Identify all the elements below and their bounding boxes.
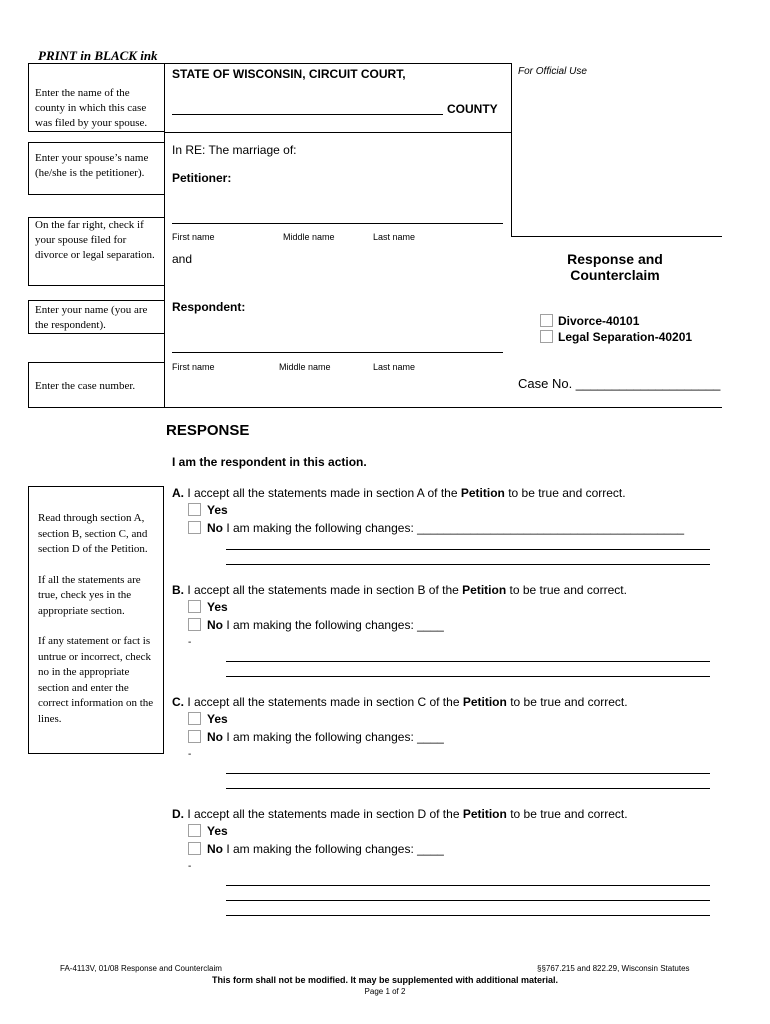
legal-separation-checkbox[interactable] [540, 330, 553, 343]
official-use-bottom-rule [511, 236, 722, 237]
section-d-no-text: I am making the following changes: ____ [226, 842, 444, 856]
section-a-petition: Petition [460, 486, 505, 500]
spouse-help-box [28, 142, 165, 195]
section-c-no-word: No [207, 730, 223, 744]
section-d-change-line-2[interactable] [226, 900, 710, 901]
petitioner-label: Petitioner: [172, 171, 232, 185]
section-d-petition: Petition [462, 807, 507, 821]
official-use-label: For Official Use [518, 66, 587, 77]
petitioner-name-line[interactable] [172, 223, 503, 224]
section-b-petition: Petition [462, 583, 507, 597]
county-input-line[interactable] [172, 114, 443, 115]
section-a-text-end: to be true and correct. [508, 486, 626, 500]
petitioner-last-name-label: Last name [373, 232, 416, 242]
section-a-text: I accept all the statements made in section A of the [187, 486, 458, 500]
section-b-no-text: I am making the following changes: ____ [226, 618, 444, 632]
respondent-help-text: Enter your name (you are the respondent). [35, 304, 148, 331]
respondent-label: Respondent: [172, 300, 246, 314]
section-b-text-end: to be true and correct. [509, 583, 627, 597]
print-instruction: PRINT in BLACK ink [38, 48, 158, 63]
section-a-yes-label: Yes [207, 503, 228, 517]
respondent-last-name-label: Last name [373, 362, 416, 372]
section-c-change-line-2[interactable] [226, 788, 710, 789]
official-use-divider [511, 63, 512, 236]
section-d-letter: D. [172, 807, 184, 821]
divorce-checkbox[interactable] [540, 314, 553, 327]
response-help-true: If all the statements are true, check yes in the appropriate section. [38, 573, 141, 617]
case-help-text: Enter the case number. [35, 380, 136, 392]
section-c-no-label [207, 730, 444, 744]
section-c-letter: C. [172, 695, 184, 709]
form-title [540, 251, 690, 283]
spouse-help-text: Enter your spouse’s name (he/she is the petitioner). [35, 152, 149, 179]
section-a-no-word: No [207, 521, 223, 535]
section-d-change-line-3[interactable] [226, 915, 710, 916]
court-title: STATE OF WISCONSIN, CIRCUIT COURT, [172, 67, 406, 81]
section-d-yes-checkbox[interactable] [188, 824, 201, 837]
response-help-untrue: If any statement or fact is untrue or incorrect, check no in the appropriate section and enter the correct information on the lines. [38, 635, 154, 725]
section-b-no-label [207, 618, 444, 632]
county-help-text: Enter the name of the county in which this case was filed by your spouse. [35, 87, 148, 129]
section-a-statement [172, 486, 626, 500]
section-d-yes-label: Yes [207, 824, 228, 838]
in-re-label: In RE: The marriage of: [172, 143, 297, 157]
case-number-field[interactable]: Case No. ____________________ [518, 376, 721, 391]
county-label: COUNTY [447, 102, 498, 116]
section-c-yes-label: Yes [207, 712, 228, 726]
section-b-no-word: No [207, 618, 223, 632]
section-b-statement [172, 583, 627, 597]
section-c-no-checkbox[interactable] [188, 730, 201, 743]
section-a-change-line-1[interactable] [226, 549, 710, 550]
section-c-change-line-1[interactable] [226, 773, 710, 774]
section-b-change-line-1[interactable] [226, 661, 710, 662]
section-c-statement [172, 695, 628, 709]
divorce-option-label: Divorce-40101 [558, 314, 640, 328]
section-c-petition: Petition [462, 695, 507, 709]
section-b-yes-label: Yes [207, 600, 228, 614]
section-a-no-text: I am making the following changes: ________________________________________ [226, 521, 685, 535]
section-a-no-checkbox[interactable] [188, 521, 201, 534]
section-d-statement [172, 807, 628, 821]
filing-help-text: On the far right, check if your spouse filed for divorce or legal separation. [35, 219, 155, 261]
section-d-no-label [207, 842, 444, 856]
respondent-statement: I am the respondent in this action. [172, 455, 367, 469]
case-help-box [28, 362, 165, 408]
section-b-change-line-2[interactable] [226, 676, 710, 677]
section-a-letter: A. [172, 486, 184, 500]
section-c-yes-checkbox[interactable] [188, 712, 201, 725]
county-section-rule [164, 132, 511, 133]
section-d-change-line-1[interactable] [226, 885, 710, 886]
petitioner-middle-name-label: Middle name [283, 232, 335, 242]
respondent-help-box [28, 300, 165, 334]
response-heading: RESPONSE [166, 422, 250, 439]
section-b-dash: - [188, 637, 192, 648]
footer-notice: This form shall not be modified. It may be supplemented with additional material. [211, 975, 559, 985]
footer-statutes: §§767.215 and 822.29, Wisconsin Statutes [537, 964, 690, 973]
response-help-box [28, 486, 164, 754]
section-c-dash: - [188, 749, 192, 760]
section-b-letter: B. [172, 583, 184, 597]
section-a-yes-checkbox[interactable] [188, 503, 201, 516]
section-d-no-checkbox[interactable] [188, 842, 201, 855]
form-title-line-1: Response and [567, 251, 663, 267]
section-c-no-text: I am making the following changes: ____ [226, 730, 444, 744]
section-c-text-end: to be true and correct. [510, 695, 628, 709]
section-b-yes-checkbox[interactable] [188, 600, 201, 613]
county-help-box [28, 63, 165, 132]
section-d-dash: - [188, 861, 192, 872]
footer-form-id: FA-4113V, 01/08 Response and Counterclaim [60, 964, 222, 973]
and-label: and [172, 252, 193, 266]
section-b-no-checkbox[interactable] [188, 618, 201, 631]
section-b-text: I accept all the statements made in section B of the [187, 583, 459, 597]
section-d-text-end: to be true and correct. [510, 807, 628, 821]
form-title-line-2: Counterclaim [570, 267, 660, 283]
filing-help-box [28, 217, 165, 286]
footer-page-number: Page 1 of 2 [364, 987, 406, 996]
section-d-no-word: No [207, 842, 223, 856]
petitioner-first-name-label: First name [172, 232, 215, 242]
section-d-text: I accept all the statements made in section D of the [187, 807, 460, 821]
response-help-read: Read through section A, section B, section C, and section D of the Petition. [38, 512, 148, 555]
respondent-name-line[interactable] [172, 352, 503, 353]
legal-separation-option-label: Legal Separation-40201 [558, 330, 693, 344]
section-c-text: I accept all the statements made in section C of the [187, 695, 460, 709]
respondent-first-name-label: First name [172, 362, 215, 372]
section-a-no-label [207, 521, 684, 535]
respondent-middle-name-label: Middle name [279, 362, 331, 372]
section-a-change-line-2[interactable] [226, 564, 710, 565]
